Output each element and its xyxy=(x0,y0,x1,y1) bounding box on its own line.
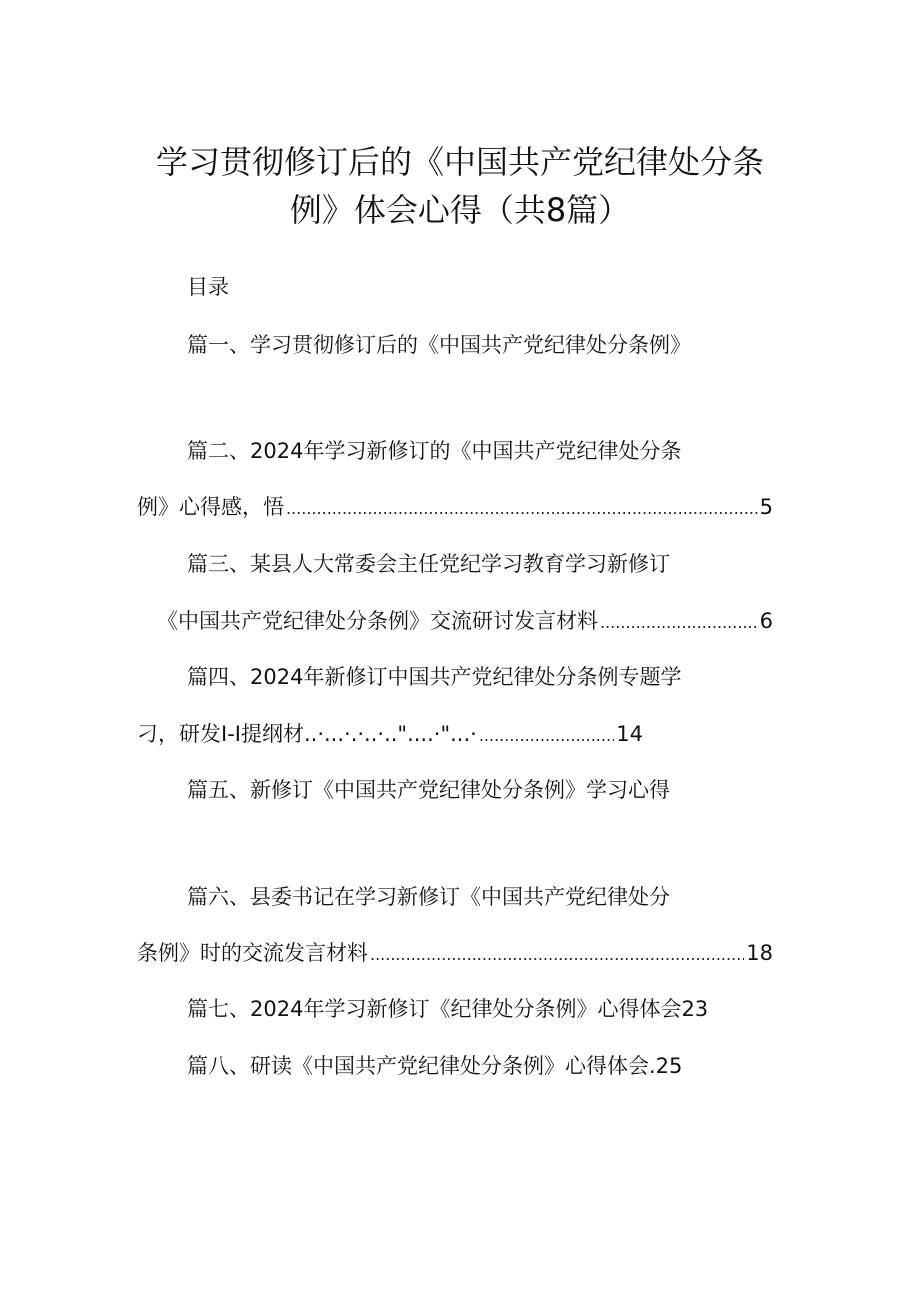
toc-leader-dots xyxy=(370,940,744,970)
toc-entry-8[interactable]: 篇八、研读《中国共产党纪律处分条例》心得体会.25 xyxy=(187,1054,683,1078)
document-title-line-1: 学习贯彻修订后的《中国共产党纪律处分条 xyxy=(155,143,764,181)
toc-entry-3-line-2[interactable] xyxy=(157,606,773,638)
toc-heading: 目录 xyxy=(187,275,229,299)
toc-entry-2-line-2[interactable] xyxy=(137,492,773,524)
toc-entry-6-page: 18 xyxy=(746,941,773,965)
toc-entry-6-text: 条例》时的交流发言材料 xyxy=(137,941,368,965)
toc-entry-6-line-2[interactable] xyxy=(137,938,773,970)
toc-entry-1[interactable]: 篇一、学习贯彻修订后的《中国共产党纪律处分条例》 xyxy=(187,333,691,357)
toc-entry-4-line-1[interactable]: 篇四、2024年新修订中国共产党纪律处分条例专题学 xyxy=(187,665,682,689)
toc-entry-7[interactable]: 篇七、2024年学习新修订《纪律处分条例》心得体会23 xyxy=(187,997,709,1021)
toc-entry-2-page: 5 xyxy=(759,495,773,519)
toc-entry-5[interactable]: 篇五、新修订《中国共产党纪律处分条例》学习心得 xyxy=(187,778,670,802)
toc-entry-3-line-1[interactable]: 篇三、某县人大常委会主任党纪学习教育学习新修订 xyxy=(187,552,670,576)
toc-leader-dots xyxy=(600,608,758,638)
toc-entry-4-page: 14 xyxy=(616,722,643,746)
document-title-line-2: 例》体会心得（共8篇） xyxy=(289,191,631,229)
toc-entry-2-text: 例》心得感，悟 xyxy=(137,495,284,519)
toc-entry-2-line-1[interactable]: 篇二、2024年学习新修订的《中国共产党纪律处分条 xyxy=(187,439,682,463)
toc-entry-6-line-1[interactable]: 篇六、县委书记在学习新修订《中国共产党纪律处分 xyxy=(187,885,670,909)
toc-entry-3-text: 《中国共产党纪律处分条例》交流研讨发言材料 xyxy=(157,609,598,633)
toc-leader-dots xyxy=(286,494,758,524)
toc-leader-dots xyxy=(479,721,614,751)
toc-entry-4-line-2[interactable] xyxy=(137,719,643,751)
toc-entry-4-text: 刁，研发I-I提纲材..·...·.·..·.."....·"...· xyxy=(137,722,477,746)
toc-entry-3-page: 6 xyxy=(759,609,773,633)
